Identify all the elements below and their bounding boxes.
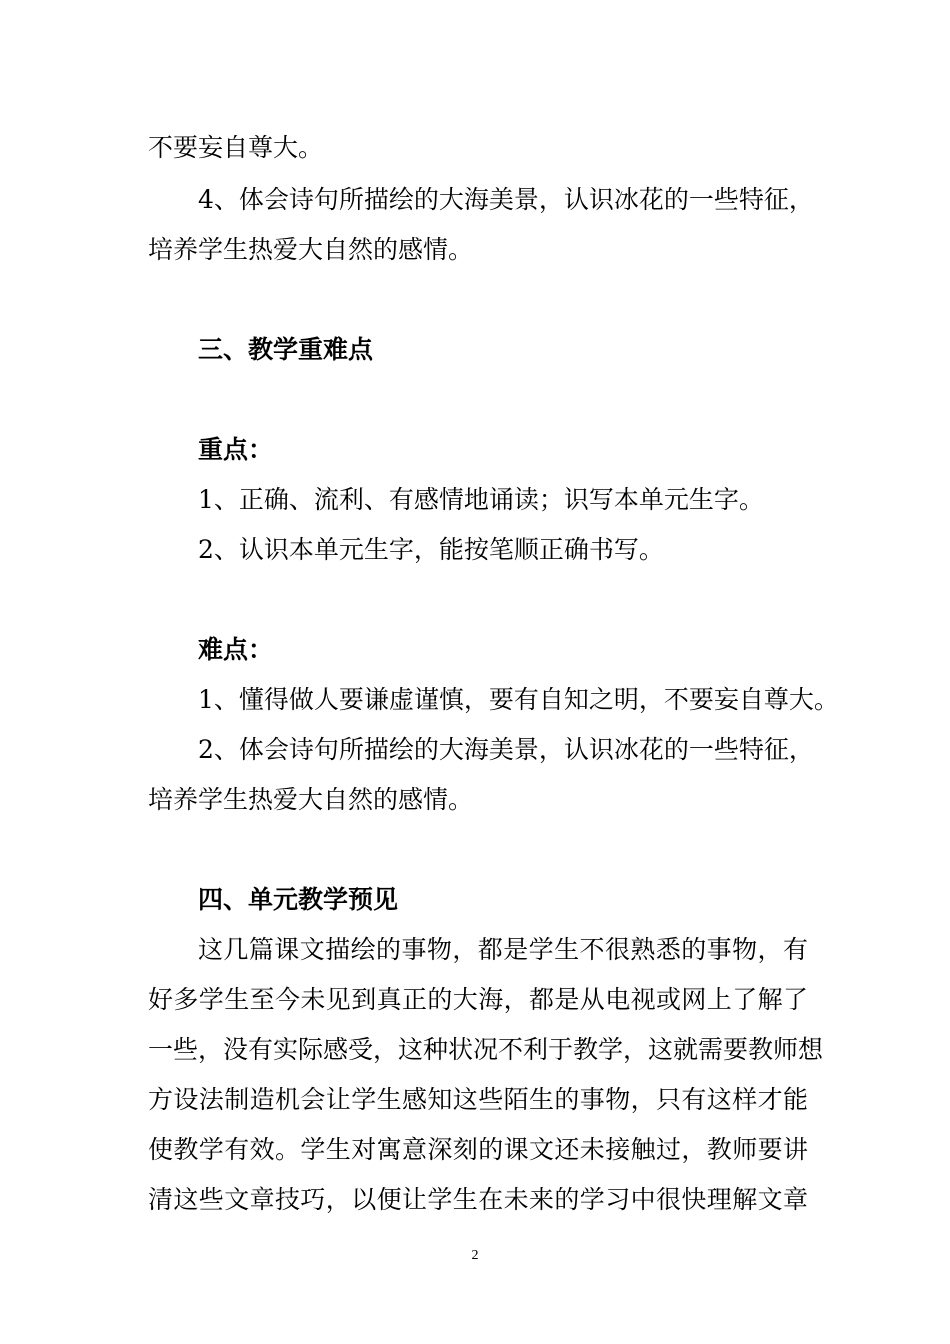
paragraph-line: 这几篇课文描绘的事物，都是学生不很熟悉的事物，有 bbox=[198, 935, 808, 964]
list-item: 1、懂得做人要谦虚谨慎，要有自知之明，不要妄自尊大。 bbox=[198, 685, 839, 714]
list-item: 1、正确、流利、有感情地诵读；识写本单元生字。 bbox=[198, 485, 764, 514]
paragraph-line: 好多学生至今未见到真正的大海，都是从电视或网上了解了 bbox=[148, 985, 808, 1014]
section-heading: 三、教学重难点 bbox=[198, 335, 374, 364]
list-item: 2、认识本单元生字，能按笔顺正确书写。 bbox=[198, 535, 664, 564]
paragraph-line: 使教学有效。学生对寓意深刻的课文还未接触过，教师要讲 bbox=[148, 1135, 808, 1164]
list-item-continued: 培养学生热爱大自然的感情。 bbox=[148, 785, 474, 814]
paragraph-line: 一些，没有实际感受，这种状况不利于教学，这就需要教师想 bbox=[148, 1035, 824, 1064]
section-heading: 四、单元教学预见 bbox=[198, 885, 399, 914]
subheading-key-points: 重点： bbox=[198, 435, 274, 464]
paragraph-line: 培养学生热爱大自然的感情。 bbox=[148, 235, 474, 264]
page-number: 2 bbox=[471, 1248, 479, 1263]
paragraph-line: 不要妄自尊大。 bbox=[148, 133, 324, 162]
paragraph-line: 方设法制造机会让学生感知这些陌生的事物，只有这样才能 bbox=[148, 1085, 808, 1114]
list-item: 2、体会诗句所描绘的大海美景，认识冰花的一些特征， bbox=[198, 735, 814, 764]
subheading-difficult-points: 难点： bbox=[198, 635, 274, 664]
paragraph-line: 4、体会诗句所描绘的大海美景，认识冰花的一些特征， bbox=[198, 185, 814, 214]
paragraph-line: 清这些文章技巧，以便让学生在未来的学习中很快理解文章 bbox=[148, 1185, 808, 1214]
